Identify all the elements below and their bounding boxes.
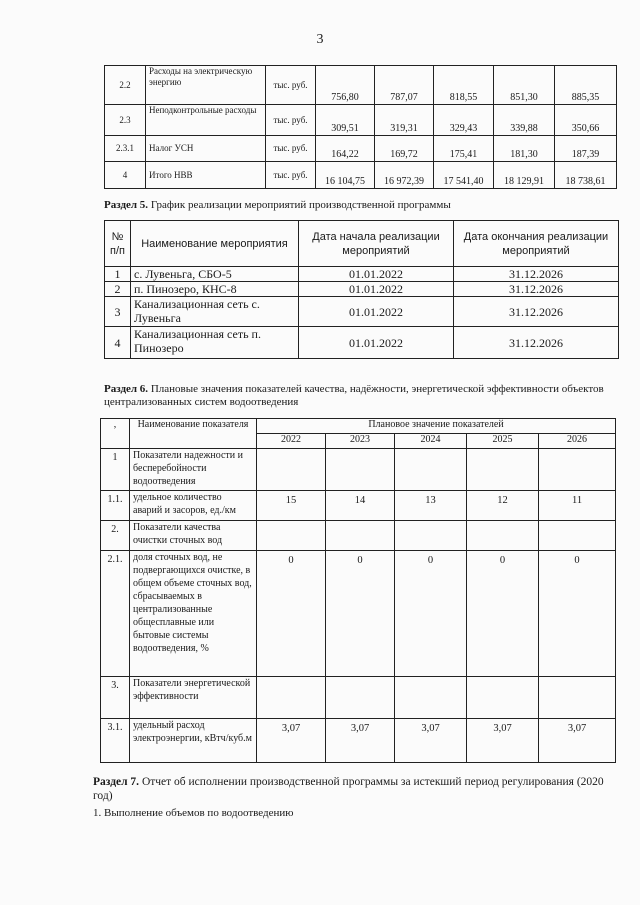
value-cell: 0 — [539, 551, 616, 677]
row-number: 1.1. — [101, 491, 130, 521]
row-name: Канализационная сеть с. Лувеньга — [131, 297, 299, 327]
row-number: 3.1. — [101, 719, 130, 763]
value-cell: 14 — [326, 491, 395, 521]
value-cell: 17 541,40 — [434, 162, 494, 189]
section6-heading — [104, 383, 604, 409]
section7-item-1: 1. Выполнение объемов по водоотведению — [93, 807, 294, 819]
table-row — [101, 551, 616, 677]
header-year: 2025 — [467, 434, 539, 449]
value-cell — [539, 677, 616, 719]
section6-label: Раздел 6. — [104, 383, 149, 395]
section7-title: Отчет об исполнении производственной программы за истекший период регулирования (2020 год) — [93, 776, 604, 802]
value-cell: 13 — [395, 491, 467, 521]
value-cell: 3,07 — [467, 719, 539, 763]
value-cell — [395, 521, 467, 551]
value-cell: 3,07 — [326, 719, 395, 763]
value-cell: 350,66 — [555, 105, 617, 136]
header-year: 2023 — [326, 434, 395, 449]
row-name: с. Лувеньга, СБО-5 — [131, 267, 299, 282]
value-cell: 16 104,75 — [316, 162, 375, 189]
value-cell: 756,80 — [316, 66, 375, 105]
page-number: 3 — [316, 32, 324, 47]
row-number: 1 — [105, 267, 131, 282]
table-row — [105, 327, 619, 359]
value-cell — [326, 521, 395, 551]
value-cell: 329,43 — [434, 105, 494, 136]
schedule-table — [104, 220, 619, 359]
header-start-date: Дата начала реализации мероприятий — [299, 221, 454, 267]
row-name: Расходы на электрическую энергию — [146, 66, 266, 105]
table-row — [105, 66, 617, 105]
value-cell: 0 — [467, 551, 539, 677]
value-cell: 0 — [395, 551, 467, 677]
value-cell — [467, 449, 539, 491]
row-number: 2.2 — [105, 66, 146, 105]
value-cell: 18 738,61 — [555, 162, 617, 189]
value-cell: 164,22 — [316, 136, 375, 162]
value-cell: 339,88 — [494, 105, 555, 136]
start-date: 01.01.2022 — [299, 267, 454, 282]
table-row — [105, 282, 619, 297]
value-cell: 3,07 — [539, 719, 616, 763]
value-cell — [257, 449, 326, 491]
row-number: 2.3.1 — [105, 136, 146, 162]
value-cell: 15 — [257, 491, 326, 521]
start-date: 01.01.2022 — [299, 297, 454, 327]
row-name: удельный расход электроэнергии, кВтч/куб.м — [130, 719, 257, 763]
row-number: 2 — [105, 282, 131, 297]
table-header-row — [101, 419, 616, 434]
row-number: 2.1. — [101, 551, 130, 677]
row-unit: тыс. руб. — [266, 105, 316, 136]
start-date: 01.01.2022 — [299, 282, 454, 297]
cost-table — [104, 65, 617, 189]
table-row — [101, 719, 616, 763]
indicators-table — [100, 418, 616, 763]
value-cell: 818,55 — [434, 66, 494, 105]
section5-heading — [104, 199, 451, 212]
table-row — [101, 521, 616, 551]
header-end-date: Дата окончания реализации мероприятий — [454, 221, 619, 267]
table-row — [105, 297, 619, 327]
value-cell: 0 — [326, 551, 395, 677]
header-year: 2026 — [539, 434, 616, 449]
value-cell: 309,51 — [316, 105, 375, 136]
row-number: 3 — [105, 297, 131, 327]
end-date: 31.12.2026 — [454, 282, 619, 297]
section5-title: График реализации мероприятий производственной программы — [150, 199, 451, 211]
header-name: Наименование мероприятия — [131, 221, 299, 267]
start-date: 01.01.2022 — [299, 327, 454, 359]
row-name: Налог УСН — [146, 136, 266, 162]
value-cell — [395, 449, 467, 491]
value-cell: 0 — [257, 551, 326, 677]
value-cell — [467, 677, 539, 719]
end-date: 31.12.2026 — [454, 327, 619, 359]
section7-heading — [93, 775, 623, 803]
value-cell: 3,07 — [395, 719, 467, 763]
row-name: Канализационная сеть п. Пинозеро — [131, 327, 299, 359]
header-year: 2022 — [257, 434, 326, 449]
header-year: 2024 — [395, 434, 467, 449]
header-number: , — [101, 419, 130, 449]
row-name: Показатели надежности и бесперебойности водоотведения — [130, 449, 257, 491]
value-cell: 175,41 — [434, 136, 494, 162]
row-name: Итого НВВ — [146, 162, 266, 189]
section6-title: Плановые значения показателей качества, надёжности, энергетической эффективности объектов централизованных систем водоотведения — [104, 383, 604, 408]
header-planned-values: Плановое значение показателей — [257, 419, 616, 434]
value-cell — [539, 449, 616, 491]
value-cell: 16 972,39 — [375, 162, 434, 189]
value-cell: 11 — [539, 491, 616, 521]
section5-label: Раздел 5. — [104, 199, 149, 211]
table-header-row — [105, 221, 619, 267]
row-unit: тыс. руб. — [266, 136, 316, 162]
value-cell: 187,39 — [555, 136, 617, 162]
value-cell: 169,72 — [375, 136, 434, 162]
table-row — [101, 449, 616, 491]
value-cell — [467, 521, 539, 551]
row-number: 2.3 — [105, 105, 146, 136]
row-name: Показатели энергетической эффективности — [130, 677, 257, 719]
value-cell: 787,07 — [375, 66, 434, 105]
row-number: 3. — [101, 677, 130, 719]
value-cell: 851,30 — [494, 66, 555, 105]
value-cell: 885,35 — [555, 66, 617, 105]
row-name: Показатели качества очистки сточных вод — [130, 521, 257, 551]
table-row — [105, 105, 617, 136]
value-cell: 18 129,91 — [494, 162, 555, 189]
header-number: № п/п — [105, 221, 131, 267]
end-date: 31.12.2026 — [454, 267, 619, 282]
row-number: 1 — [101, 449, 130, 491]
header-name: Наименование показателя — [130, 419, 257, 449]
table-row — [101, 491, 616, 521]
value-cell — [539, 521, 616, 551]
value-cell: 181,30 — [494, 136, 555, 162]
end-date: 31.12.2026 — [454, 297, 619, 327]
value-cell: 12 — [467, 491, 539, 521]
value-cell: 319,31 — [375, 105, 434, 136]
row-number: 4 — [105, 327, 131, 359]
value-cell — [257, 677, 326, 719]
row-number: 2. — [101, 521, 130, 551]
row-name: удельное количество аварий и засоров, ед./км — [130, 491, 257, 521]
table-row — [105, 162, 617, 189]
row-number: 4 — [105, 162, 146, 189]
value-cell — [326, 677, 395, 719]
table-row — [105, 267, 619, 282]
row-name: Неподконтрольные расходы — [146, 105, 266, 136]
row-name: п. Пинозеро, КНС-8 — [131, 282, 299, 297]
table-row — [105, 136, 617, 162]
value-cell — [326, 449, 395, 491]
table-row — [101, 677, 616, 719]
value-cell — [257, 521, 326, 551]
row-unit: тыс. руб. — [266, 66, 316, 105]
value-cell — [395, 677, 467, 719]
row-name: доля сточных вод, не подвергающихся очистке, в общем объеме сточных вод, сбрасываемых в централизованные общесплавные или бытовые системы водоотведения, % — [130, 551, 257, 677]
value-cell: 3,07 — [257, 719, 326, 763]
section7-label: Раздел 7. — [93, 776, 140, 788]
row-unit: тыс. руб. — [266, 162, 316, 189]
